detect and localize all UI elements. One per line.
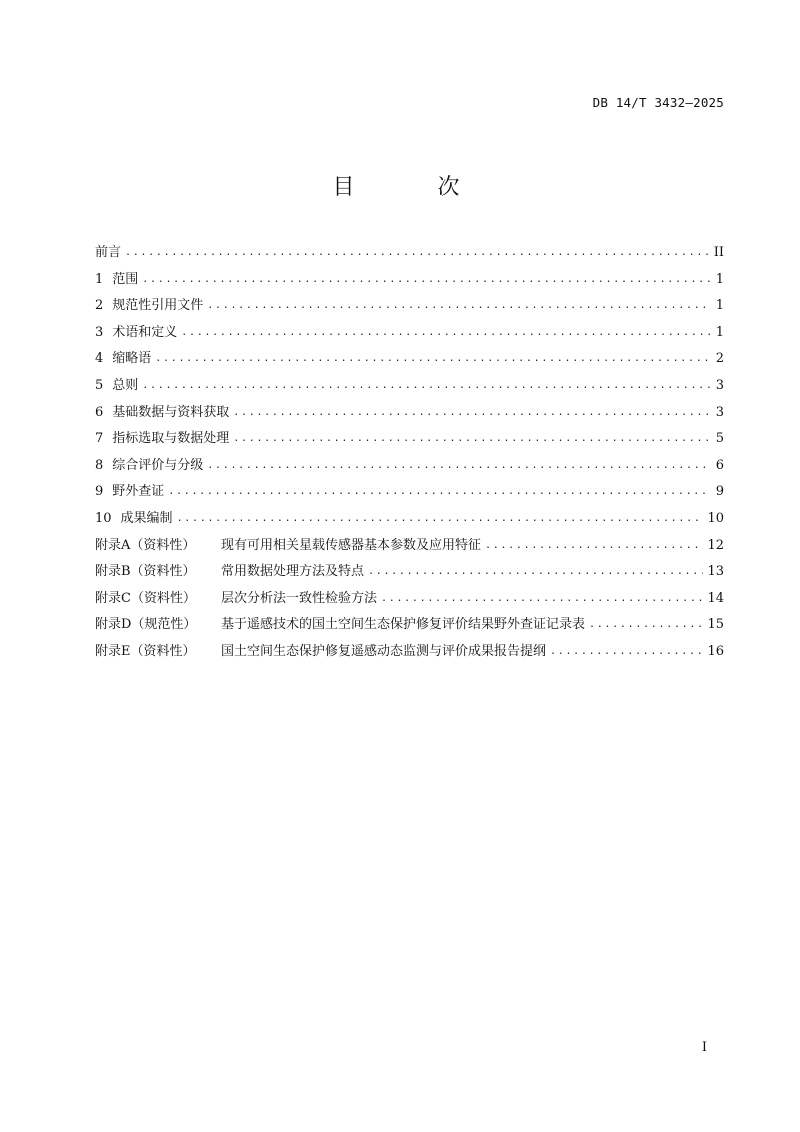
dot-leader: [168, 479, 710, 506]
toc-entry-page: 10: [707, 510, 724, 526]
page-title: 目 次: [332, 175, 498, 200]
toc-entry-page: 14: [707, 590, 724, 606]
toc-entry-title: 总则: [112, 377, 139, 393]
dot-leader: [142, 267, 710, 294]
toc-entry-appendix-e[interactable]: [95, 639, 724, 666]
toc-entry-number: 3: [95, 324, 104, 340]
toc-entry-page: 3: [715, 377, 724, 393]
appendix-label: 附录D（规范性）: [95, 617, 197, 633]
table-of-contents: [95, 240, 724, 666]
toc-entry-number: 5: [95, 377, 104, 393]
toc-entry-title: 范围: [112, 271, 139, 287]
toc-entry-7[interactable]: [95, 426, 724, 453]
dot-leader: [368, 559, 703, 586]
dot-leader: [207, 293, 710, 320]
toc-entry-title: 层次分析法一致性检验方法: [221, 590, 378, 606]
page-number: I: [701, 1040, 707, 1055]
toc-entry-page: 12: [707, 537, 724, 553]
toc-entry-appendix-d[interactable]: [95, 612, 724, 639]
toc-entry-5[interactable]: [95, 373, 724, 400]
toc-entry-page: 13: [707, 564, 724, 580]
toc-entry-title: 成果编制: [120, 510, 173, 526]
toc-entry-number: 10: [95, 510, 112, 526]
toc-entry-title: 基于遥感技术的国土空间生态保护修复评价结果野外查证记录表: [221, 617, 586, 633]
toc-entry-number: 1: [95, 271, 104, 287]
dot-leader: [381, 586, 703, 613]
toc-entry-page: 1: [715, 324, 724, 340]
toc-entry-title: 野外查证: [112, 484, 165, 500]
appendix-label: 附录A（资料性）: [95, 537, 196, 553]
dot-leader: [207, 453, 710, 480]
toc-entry-title: 指标选取与数据处理: [112, 431, 230, 447]
document-code: DB 14/T 3432—2025: [592, 95, 724, 110]
toc-entry-page: 9: [715, 484, 724, 500]
dot-leader: [125, 240, 710, 267]
appendix-label: 附录E（资料性）: [95, 643, 196, 659]
dot-leader: [485, 533, 703, 560]
dot-leader: [233, 400, 710, 427]
toc-entry-appendix-c[interactable]: [95, 586, 724, 613]
dot-leader: [142, 373, 710, 400]
toc-entry-6[interactable]: [95, 400, 724, 427]
toc-entry-9[interactable]: [95, 479, 724, 506]
dot-leader: [155, 346, 710, 373]
toc-entry-8[interactable]: [95, 453, 724, 480]
toc-entry-title: 术语和定义: [112, 324, 178, 340]
toc-entry-title: 规范性引用文件: [112, 298, 204, 314]
toc-entry-4[interactable]: [95, 346, 724, 373]
toc-entry-title: 前言: [95, 245, 122, 260]
toc-entry-page: 6: [715, 457, 724, 473]
toc-entry-page: II: [713, 245, 724, 260]
toc-entry-2[interactable]: [95, 293, 724, 320]
toc-entry-title: 缩略语: [112, 351, 152, 367]
toc-entry-10[interactable]: [95, 506, 724, 533]
appendix-label: 附录B（资料性）: [95, 564, 196, 580]
toc-entry-number: 6: [95, 404, 104, 420]
toc-entry-title: 现有可用相关星载传感器基本参数及应用特征: [221, 537, 482, 553]
toc-entry-page: 5: [715, 431, 724, 447]
toc-entry-appendix-a[interactable]: [95, 533, 724, 560]
toc-entry-page: 3: [715, 404, 724, 420]
toc-entry-title: 国土空间生态保护修复遥感动态监测与评价成果报告提纲: [221, 643, 547, 659]
toc-entry-number: 2: [95, 298, 104, 314]
toc-entry-1[interactable]: [95, 267, 724, 294]
dot-leader: [181, 320, 710, 347]
toc-entry-number: 7: [95, 431, 104, 447]
toc-entry-page: 1: [715, 271, 724, 287]
toc-entry-3[interactable]: [95, 320, 724, 347]
toc-entry-foreword[interactable]: [95, 240, 724, 267]
dot-leader: [550, 639, 703, 666]
toc-entry-number: 9: [95, 484, 104, 500]
appendix-label: 附录C（资料性）: [95, 590, 196, 606]
toc-entry-appendix-b[interactable]: [95, 559, 724, 586]
toc-entry-number: 8: [95, 457, 104, 473]
dot-leader: [177, 506, 704, 533]
dot-leader: [589, 612, 703, 639]
toc-entry-page: 16: [707, 643, 724, 659]
dot-leader: [233, 426, 710, 453]
toc-entry-title: 综合评价与分级: [112, 457, 204, 473]
toc-entry-number: 4: [95, 351, 104, 367]
toc-entry-page: 2: [715, 351, 724, 367]
toc-entry-title: 基础数据与资料获取: [112, 404, 230, 420]
toc-entry-page: 1: [715, 298, 724, 314]
toc-entry-page: 15: [707, 617, 724, 633]
toc-entry-title: 常用数据处理方法及特点: [221, 564, 365, 580]
